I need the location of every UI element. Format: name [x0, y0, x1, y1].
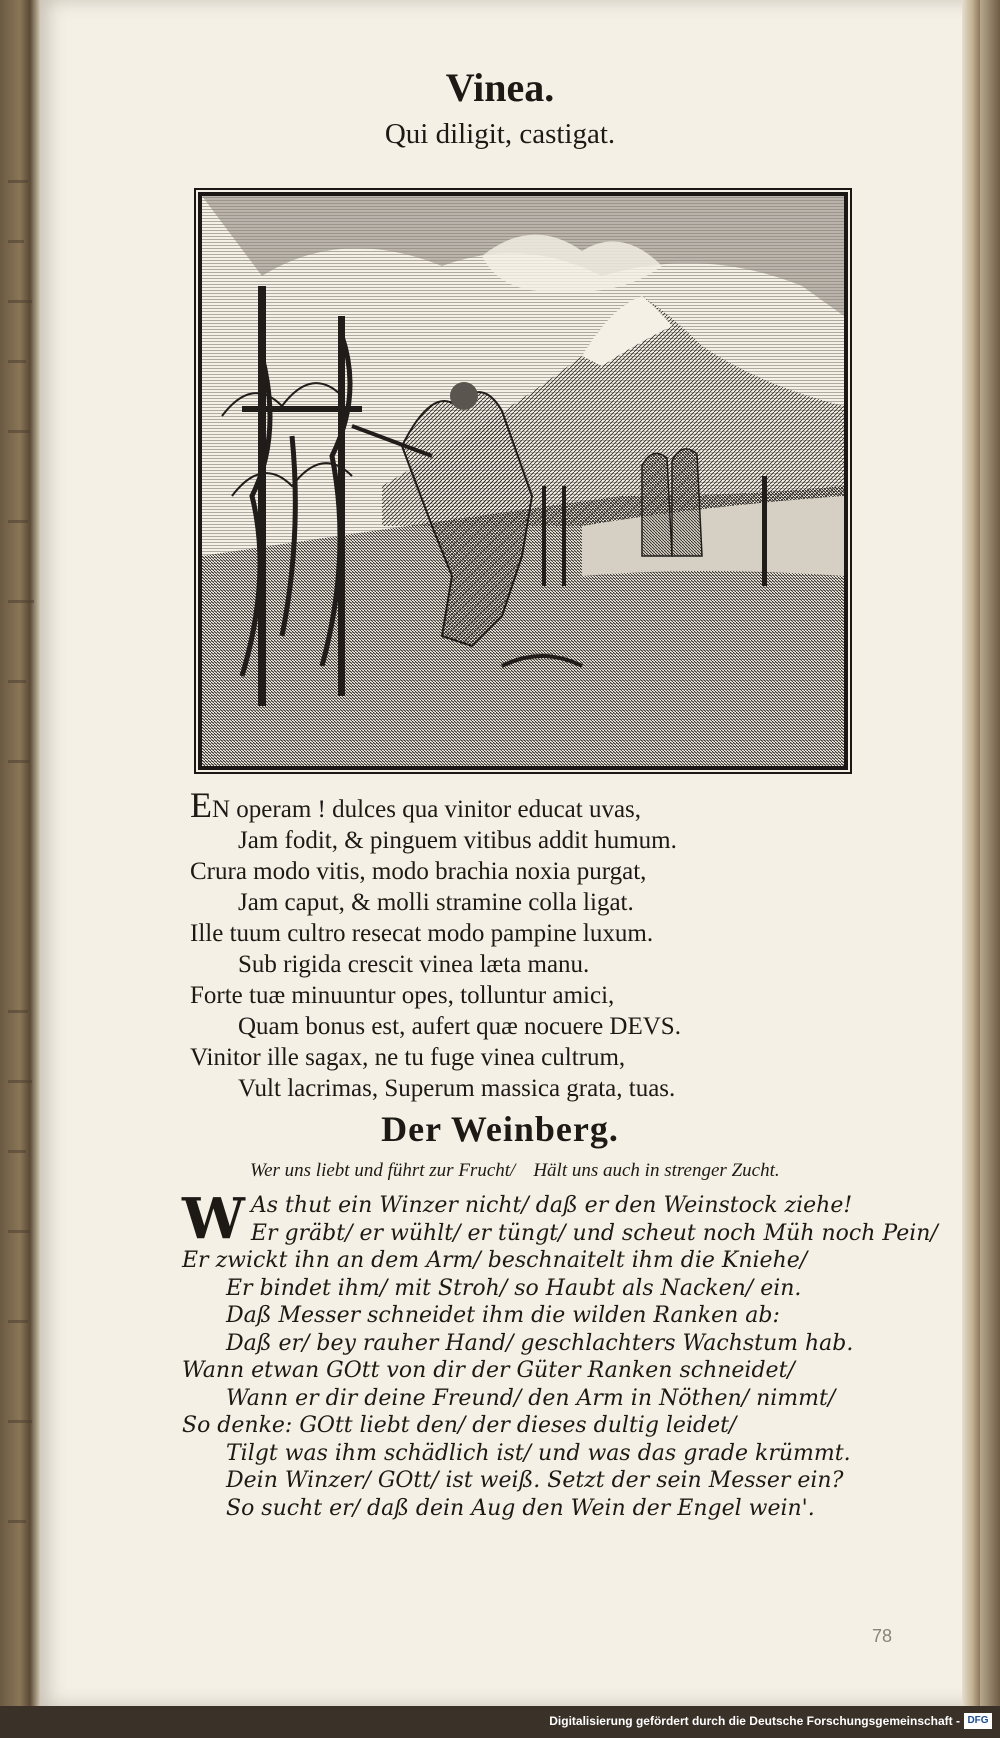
- german-line: So sucht er/ daß dein Aug den Wein der Engel wein'.: [226, 1495, 815, 1521]
- latin-line: Vult lacrimas, Superum massica grata, tuas.: [238, 1075, 676, 1102]
- german-motto-left: Wer uns liebt und führt zur Frucht/: [250, 1160, 516, 1181]
- german-title: Der Weinberg.: [381, 1109, 619, 1149]
- german-line: Wann er dir deine Freund/ den Arm in Nöthen/ nimmt/: [226, 1385, 836, 1411]
- page-edge-shadow: [962, 0, 980, 1706]
- german-motto: [250, 1160, 890, 1182]
- dfg-logo: DFG: [964, 1713, 992, 1729]
- german-dropcap: W: [182, 1186, 245, 1252]
- engraving-figure-right: [672, 449, 702, 556]
- latin-dropcap: E: [190, 785, 212, 825]
- latin-line: Vinitor ille sagax, ne tu fuge vinea cultrum,: [190, 1044, 626, 1071]
- digitization-footer: [0, 1706, 1000, 1738]
- german-line: Dein Winzer/ GOtt/ ist weiß. Setzt der sein Messer ein?: [226, 1468, 844, 1493]
- page-motto: Qui diligit, castigat.: [384, 118, 616, 150]
- german-line: Er gräbt/ er wühlt/ er tüngt/ und scheut noch Müh noch Pein/: [250, 1220, 938, 1246]
- latin-line: Ille tuum cultro resecat modo pampine luxum.: [190, 920, 654, 947]
- german-line: Wann etwan GOtt von dir der Güter Ranken schneidet/: [182, 1358, 795, 1383]
- engraving-illustration: [198, 192, 848, 770]
- german-poem: [182, 1186, 942, 1522]
- german-line: Daß er/ bey rauher Hand/ geschlachters Wachstum hab.: [226, 1330, 854, 1356]
- footer-credit: Digitalisierung gefördert durch die Deutsche Forschungsgemeinschaft -: [549, 1714, 960, 1728]
- page-title: Vinea.: [445, 65, 555, 110]
- facing-page-edge: [0, 0, 40, 1700]
- german-line: So denke: GOtt liebt den/ der dieses dultig leidet/: [182, 1413, 737, 1438]
- pencil-annotation: 78: [872, 1626, 893, 1646]
- latin-line: Jam caput, & molli stramine colla ligat.: [238, 889, 634, 916]
- german-line: Er bindet ihm/ mit Stroh/ so Haubt als Nacken/ ein.: [226, 1275, 802, 1301]
- german-motto-right: Hält uns auch in strenger Zucht.: [533, 1160, 780, 1181]
- german-line: Daß Messer schneidet ihm die wilden Ranken ab:: [226, 1303, 780, 1328]
- latin-line: Forte tuæ minuuntur opes, tolluntur amici,: [190, 982, 615, 1009]
- latin-line: EN operam ! dulces qua vinitor educat uvas,: [190, 785, 642, 825]
- german-line: Er zwickt ihn an dem Arm/ beschnaitelt ihm die Kniehe/: [182, 1248, 808, 1273]
- german-line: As thut ein Winzer nicht/ daß er den Weinstock ziehe!: [250, 1193, 853, 1218]
- german-line: Tilgt was ihm schädlich ist/ und was das grade krümmt.: [226, 1440, 851, 1466]
- latin-poem: [190, 785, 830, 1104]
- latin-line: Sub rigida crescit vinea læta manu.: [238, 951, 590, 978]
- latin-line: Crura modo vitis, modo brachia noxia purgat,: [190, 858, 647, 885]
- latin-line: Jam fodit, & pinguem vitibus addit humum.: [238, 827, 677, 854]
- engraving-figure-left: [642, 454, 672, 557]
- latin-line: Quam bonus est, aufert quæ nocuere DEVS.: [238, 1013, 681, 1040]
